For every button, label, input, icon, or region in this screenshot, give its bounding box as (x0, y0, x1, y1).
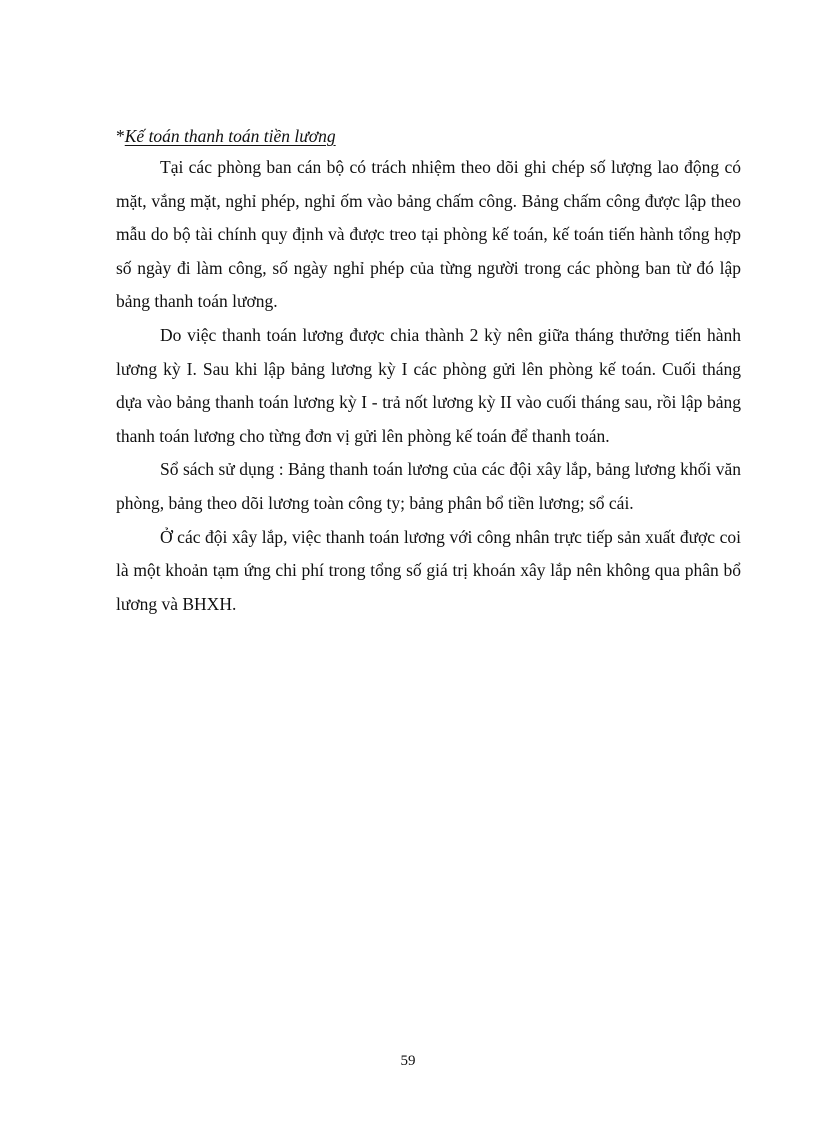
page-number: 59 (400, 1053, 416, 1069)
paragraph-payment-periods: Do việc thanh toán lương được chia thành 2 kỳ nên giữa tháng thưởng tiến hành lương kỳ I. Sau khi lập bảng lương kỳ I các phòng gửi lên phòng kế toán. Cuối tháng dựa vào bảng thanh toán lương kỳ I - trả nốt lương kỳ II vào cuối tháng sau, rồi lập bảng thanh toán lương cho từng đơn vị gửi lên phòng kế toán để thanh toán. (116, 324, 741, 446)
heading-marker: * (116, 126, 125, 146)
section-heading (116, 121, 741, 151)
paragraph-construction-teams: Ở các đội xây lắp, việc thanh toán lương với công nhân trực tiếp sản xuất được coi là một khoản tạm ứng chi phí trong tổng số giá trị khoán xây lắp nên không qua phân bổ lương và BHXH. (116, 526, 741, 614)
paragraph-attendance: Tại các phòng ban cán bộ có trách nhiệm theo dõi ghi chép số lượng lao động có mặt, vắng mặt, nghỉ phép, nghỉ ốm vào bảng chấm công. Bảng chấm công được lập theo mẫu do bộ tài chính quy định và được treo tại phòng kế toán, kế toán tiến hành tổng hợp số ngày đi làm công, số ngày nghỉ phép của từng người trong các phòng ban từ đó lập bảng thanh toán lương. (116, 157, 741, 312)
heading-title: Kế toán thanh toán tiền lương (124, 126, 336, 146)
page-content (116, 121, 741, 621)
paragraph-books-used: Sổ sách sử dụng : Bảng thanh toán lương của các đội xây lắp, bảng lương khối văn phòng, bảng theo dõi lương toàn công ty; bảng phân bổ tiền lương; sổ cái. (116, 459, 741, 513)
